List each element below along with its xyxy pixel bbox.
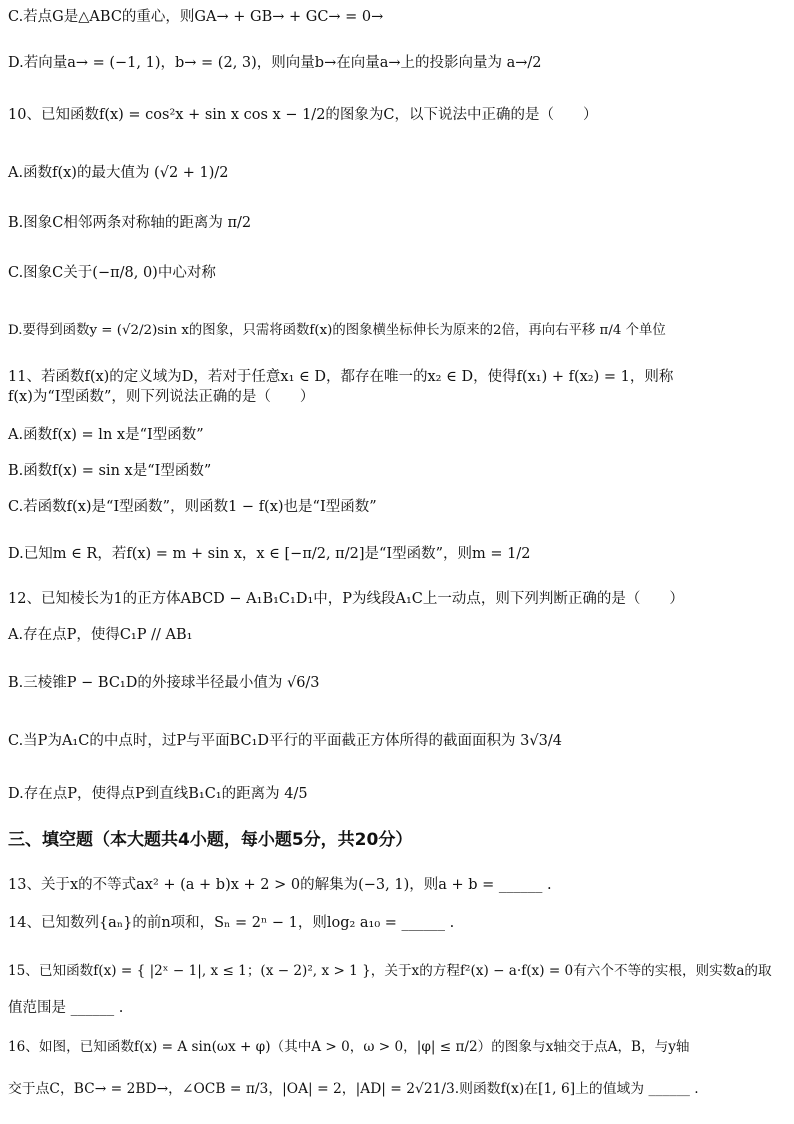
question-15-line2: 值范围是 ______ . — [8, 1000, 124, 1016]
question-11-line2: f(x)为“I型函数”，则下列说法正确的是（ ） — [8, 389, 315, 405]
question-11-line1: 11、若函数f(x)的定义域为D，若对于任意x₁ ∈ D，都存在唯一的x₂ ∈ D，使得f(x₁) + f(x₂) = 1，则称 — [8, 369, 674, 385]
question-13: 13、关于x的不等式ax² + (a + b)x + 2 > 0的解集为(−3, 1)，则a + b = ______ . — [8, 877, 552, 893]
question-16-line2: 交于点C，BC→ = 2BD→，∠OCB = π/3，|OA| = 2，|AD| = 2√21/3.则函数f(x)在[1, 6]上的值域为 ______ . — [8, 1081, 699, 1097]
option-10c: C.图象C关于(−π/8, 0)中心对称 — [8, 265, 216, 281]
option-11a: A.函数f(x) = ln x是“I型函数” — [8, 427, 204, 443]
question-14: 14、已知数列{aₙ}的前n项和，Sₙ = 2ⁿ − 1，则log₂ a₁₀ = ______ . — [8, 915, 455, 931]
question-10: 10、已知函数f(x) = cos²x + sin x cos x − 1/2的图象为C，以下说法中正确的是（ ） — [8, 107, 598, 123]
option-10d: D.要得到函数y = (√2/2)sin x的图象，只需将函数f(x)的图象横坐标伸长为原来的2倍，再向右平移 π/4 个单位 — [8, 323, 666, 338]
option-11d: D.已知m ∈ R，若f(x) = m + sin x，x ∈ [−π/2, π/2]是“I型函数”，则m = 1/2 — [8, 546, 531, 562]
option-9d: D.若向量a→ = (−1, 1)，b→ = (2, 3)，则向量b→在向量a→上的投影向量为 a→/2 — [8, 55, 542, 71]
option-9c: C.若点G是△ABC的重心，则GA→ + GB→ + GC→ = 0→ — [8, 9, 384, 25]
option-10a: A.函数f(x)的最大值为 (√2 + 1)/2 — [8, 165, 229, 181]
option-12a: A.存在点P，使得C₁P // AB₁ — [8, 627, 193, 643]
option-12b: B.三棱锥P − BC₁D的外接球半径最小值为 √6/3 — [8, 675, 320, 691]
question-16-line1: 16、如图，已知函数f(x) = A sin(ωx + φ)（其中A > 0，ω > 0，|φ| ≤ π/2）的图象与x轴交于点A，B，与y轴 — [8, 1039, 690, 1055]
option-12d: D.存在点P，使得点P到直线B₁C₁的距离为 4/5 — [8, 786, 308, 802]
question-15-line1: 15、已知函数f(x) = { |2ˣ − 1|, x ≤ 1；(x − 2)², x > 1 }，关于x的方程f²(x) − a·f(x) = 0有六个不等的实根，则实数a的取 — [8, 963, 772, 979]
option-11c: C.若函数f(x)是“I型函数”，则函数1 − f(x)也是“I型函数” — [8, 499, 377, 515]
question-12: 12、已知棱长为1的正方体ABCD − A₁B₁C₁D₁中，P为线段A₁C上一动点，则下列判断正确的是（ ） — [8, 591, 684, 607]
option-10b: B.图象C相邻两条对称轴的距离为 π/2 — [8, 215, 252, 231]
option-12c: C.当P为A₁C的中点时，过P与平面BC₁D平行的平面截正方体所得的截面面积为 3√3/4 — [8, 733, 562, 749]
section-heading-fill-in: 三、填空题（本大题共4小题，每小题5分，共20分） — [8, 830, 413, 850]
option-11b: B.函数f(x) = sin x是“I型函数” — [8, 463, 212, 479]
